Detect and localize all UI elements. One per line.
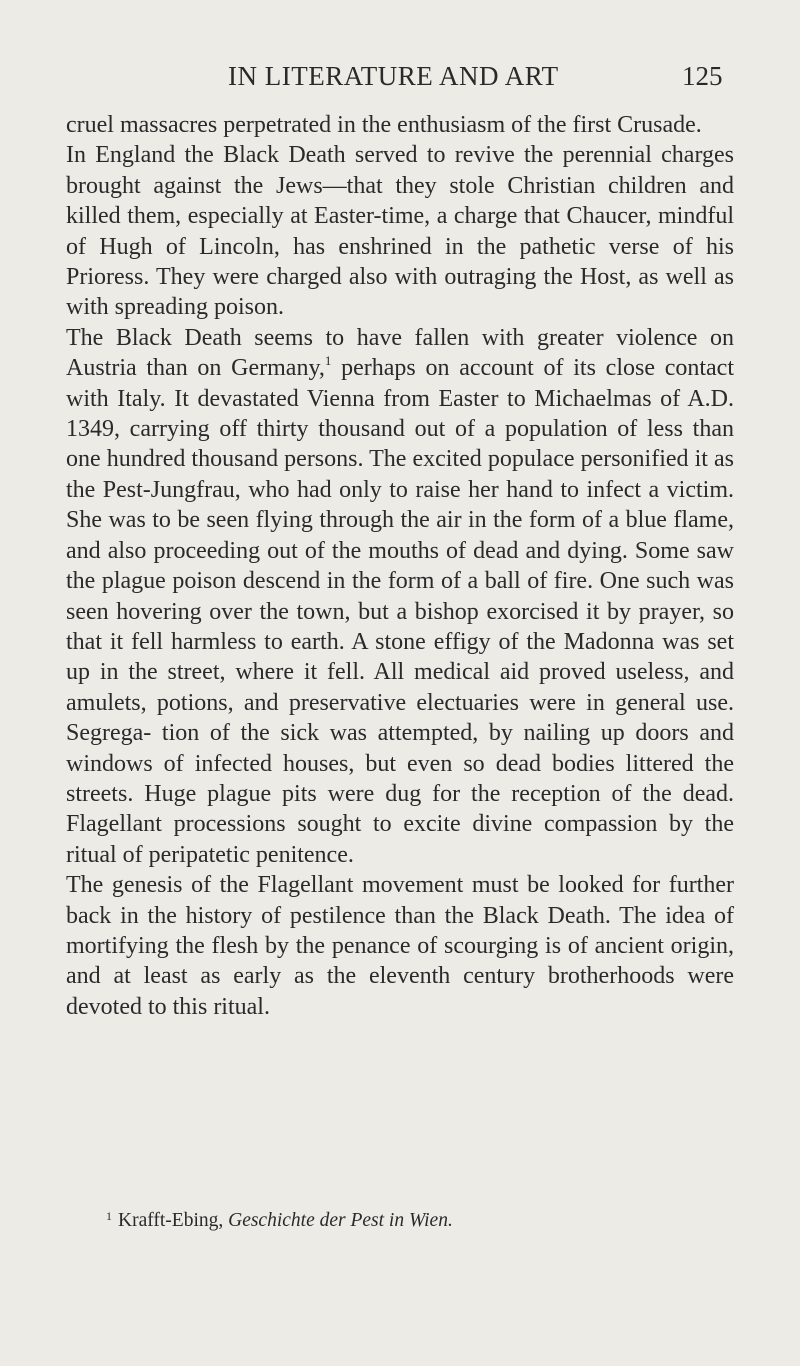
page-number: 125: [682, 61, 723, 91]
footnote-reference[interactable]: 1: [324, 353, 332, 369]
paragraph-2: In England the Black Death served to revive the perennial charges brought against the Jews—that they stole Christian children and killed them, especially at Easter-time, a charge that Chaucer, mindful of Hugh of Lincoln, has enshrined in the pathetic verse of his Prioress. They were charged also with outraging the Host, as well as with spreading poison.: [66, 142, 734, 321]
footnote-author: Krafft-Ebing,: [118, 1210, 229, 1231]
paragraph-1: cruel massacres perpetrated in the enthusiasm of the first Crusade.: [66, 112, 702, 138]
footnote-mark: 1: [106, 1209, 112, 1223]
running-title: IN LITERATURE AND ART: [228, 61, 559, 91]
footnote-title: Geschichte der Pest in Wien.: [228, 1210, 453, 1231]
footnote: [106, 1204, 453, 1233]
paragraph-3-after-note: perhaps on account of its close contact with Italy. It devastated Vienna from Easter to Michaelmas of A.D. 1349, carrying off thirty thousand out of a population of less than one hundred thousand persons. The excited populace personified it as the Pest-Jungfrau, who had only to raise her hand to infect a victim. She was to be seen flying through the air in the form of a blue flame, and also proceeding out of the mouths of dead and dying. Some saw the plague poison descend in the form of a ball of fire. One such was seen hovering over the town, but a bishop exorcised it by prayer, so that it fell harmless to earth. A stone effigy of the Madonna was set up in the street, where it fell. All medical aid proved useless, and amulets, potions, and preservative electuaries were in general use. Segrega- tion of the sick was attempted, by nailing up doors and windows of infected houses, but even so dead bodies littered the streets. Huge plague pits were dug for the reception of the dead. Flagellant processions sought to excite divine compassion by the ritual of peripatetic penitence.: [66, 355, 734, 868]
paragraph-4: The genesis of the Flagellant movement must be looked for further back in the history of pestilence than the Black Death. The idea of mortifying the flesh by the penance of scourging is of ancient origin, and at least as early as the eleventh century brotherhoods were devoted to this ritual.: [66, 872, 734, 1020]
paragraph-3-before-note: The Black Death seems to have fallen with greater violence on Austria than on Germany,: [66, 324, 734, 382]
paragraph-3: [66, 323, 734, 870]
body-text: [66, 110, 734, 1022]
